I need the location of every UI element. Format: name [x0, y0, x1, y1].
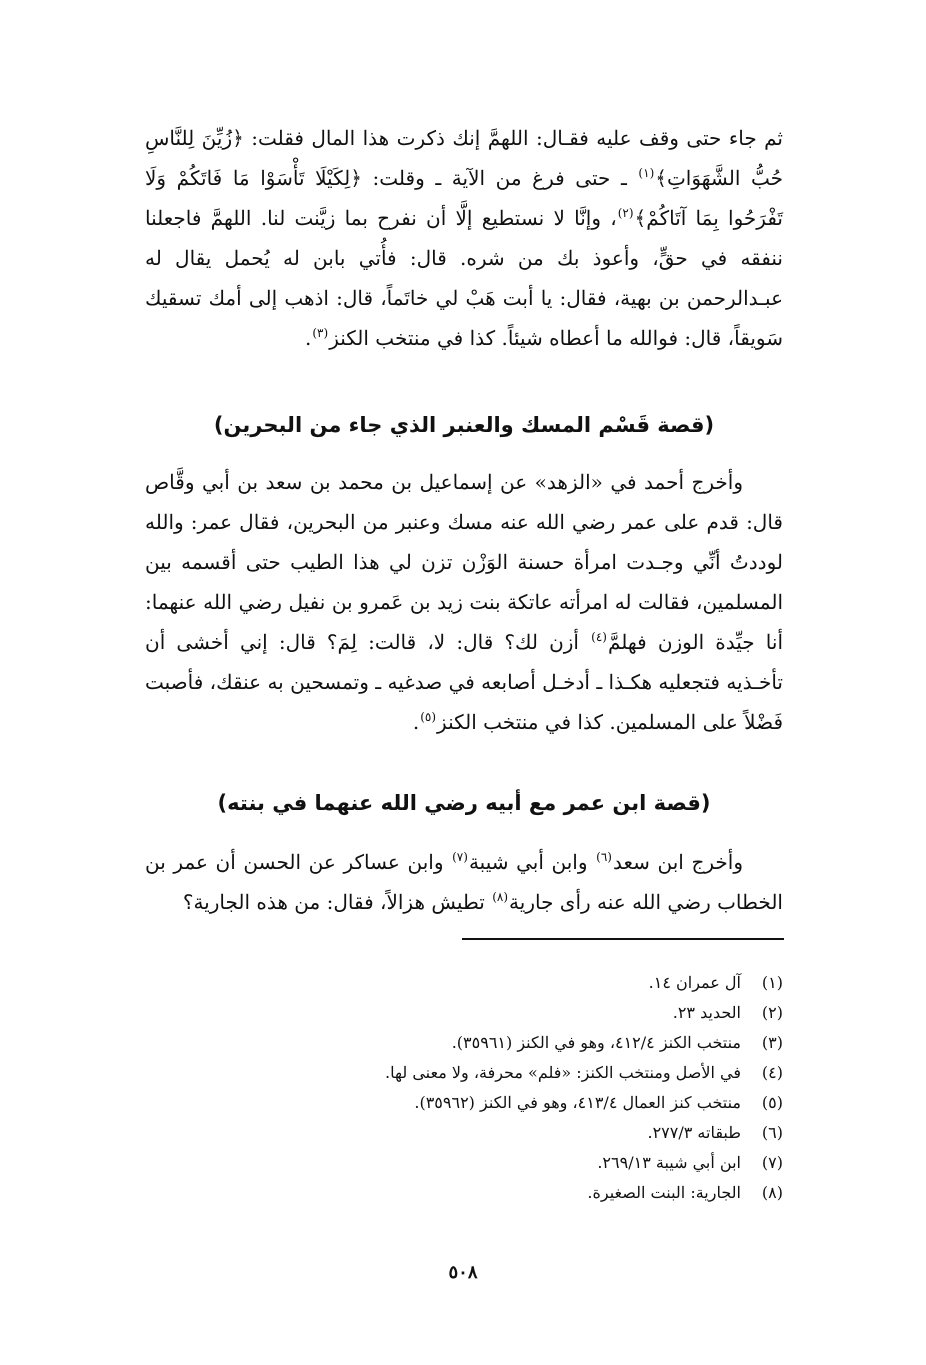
footnote-divider [462, 938, 784, 940]
footnote-ref-1[interactable]: (١) [638, 166, 655, 181]
footnote-ref-6[interactable]: (٦) [596, 850, 612, 865]
footnote-number: (٣) [761, 1033, 783, 1052]
paragraph-3-text: وابن عساكر عن الحسن أن عمر بن الخطاب رضي الله عنه رأى جارية [145, 850, 783, 914]
footnote-ref-8[interactable]: (٨) [492, 890, 509, 905]
paragraph-3-text: وابن أبي شيبة [468, 850, 596, 874]
footnote-text: طبقاته ٢٧٧/٣. [647, 1123, 741, 1142]
paragraph-3-text: وأخرج ابن سعد [612, 850, 743, 874]
paragraph-2 [145, 462, 783, 742]
paragraph-2-text: أزن لك؟ قال: لا، قالت: لِمَ؟ قال: إني أخشى أن تأخـذيه فتجعليه هكـذا ـ أدخـل أصابعه في صدغيه ـ وتمسحين به عنقك، فأصبت فَضْلاً على المسلمين. كذا في منتخب الكنز [145, 630, 783, 734]
paragraph-1-text: ـ حتى فرغ من الآية ـ وقلت: ﴿لِكَيْلَا تَأْسَوْا مَا فَاتَكُمْ وَلَا تَفْرَحُوا بِمَا آتَاكُمْ﴾ [145, 166, 783, 230]
paragraph-1 [145, 118, 783, 358]
footnote-item [145, 1118, 783, 1148]
paragraph-1-text: ، وإنَّا لا نستطيع إلَّا أن نفرح بما زيَّنت لنا. اللهمَّ فاجعلنا ننفقه في حقٍّ، وأعوذ بك من شره. قال: فأُتي بابن له يُحمل يقال له عبـدالرحمن بن بهية، فقال: يا أبت هَبْ لي خاتَماً، قال: اذهب إلى أمك تسقيك سَويقاً، قال: فوالله ما أعطاه شيئاً. كذا في منتخب الكنز [145, 206, 784, 350]
footnote-item [145, 998, 783, 1028]
footnote-ref-7[interactable]: (٧) [452, 850, 468, 865]
footnotes-list [145, 968, 783, 1208]
footnote-number: (٤) [761, 1063, 783, 1082]
footnote-number: (١) [761, 973, 783, 992]
footnote-text: منتخب الكنز ٤١٢/٤، وهو في الكنز (٣٥٩٦١). [451, 1033, 741, 1052]
footnote-number: (٨) [761, 1183, 783, 1202]
paragraph-1-text: ثم جاء حتى وقف عليه فقـال: اللهمَّ إنك ذكرت هذا المال فقلت: ﴿زُيِّنَ لِلنَّاسِ حُبُّ الشَّهَوَاتِ﴾ [145, 126, 783, 190]
footnote-item [145, 968, 783, 998]
footnote-text: ابن أبي شيبة ٢٦٩/١٣. [597, 1153, 741, 1172]
footnote-number: (٢) [761, 1003, 783, 1022]
footnote-ref-2[interactable]: (٢) [617, 206, 634, 221]
footnote-ref-5[interactable]: (٥) [420, 710, 437, 725]
paragraph-2-text: وأخرج أحمد في «الزهد» عن إسماعيل بن محمد بن سعد بن أبي وقَّاص قال: قدم على عمر رضي الله عنه مسك وعنبر من البحرين، فقال عمر: والله لوددتُ أنِّي وجـدت امرأة حسنة الوَزْن تزن لي هذا الطيب حتى أقسمه بين المسلمين، فقالت له امرأته عاتكة بنت زيد بن عَمرو بن نفيل رضي الله عنهما: أنا جيِّدة الوزن فهلمَّ [145, 470, 784, 654]
footnote-number: (٧) [761, 1153, 783, 1172]
footnote-item [145, 1178, 783, 1208]
footnote-item [145, 1058, 783, 1088]
footnote-number: (٥) [761, 1093, 783, 1112]
section-heading-musk-amber: (قصة قَسْم المسك والعنبر الذي جاء من البحرين) [213, 413, 715, 437]
footnote-text: الحديد ٢٣. [672, 1003, 741, 1022]
paragraph-3 [145, 842, 783, 922]
footnote-ref-3[interactable]: (٣) [312, 326, 329, 341]
footnote-text: منتخب كنز العمال ٤١٣/٤، وهو في الكنز (٣٥٩٦٢). [414, 1093, 741, 1112]
paragraph-2-end: . [412, 710, 420, 734]
footnote-text: الجارية: البنت الصغيرة. [587, 1183, 741, 1202]
paragraph-1-end: . [305, 326, 312, 350]
footnote-item [145, 1028, 783, 1058]
footnote-text: في الأصل ومنتخب الكنز: «فلم» محرفة، ولا معنى لها. [385, 1063, 741, 1082]
footnote-number: (٦) [761, 1123, 783, 1142]
section-heading-ibn-umar: (قصة ابن عمر مع أبيه رضي الله عنهما في بنته) [217, 791, 711, 815]
page-number: ٥٠٨ [448, 1262, 478, 1283]
paragraph-3-end: تطيش هزالاً، فقال: من هذه الجارية؟ [182, 890, 492, 914]
footnote-item [145, 1088, 783, 1118]
footnote-item [145, 1148, 783, 1178]
footnote-ref-4[interactable]: (٤) [591, 630, 607, 645]
footnote-text: آل عمران ١٤. [648, 973, 741, 992]
